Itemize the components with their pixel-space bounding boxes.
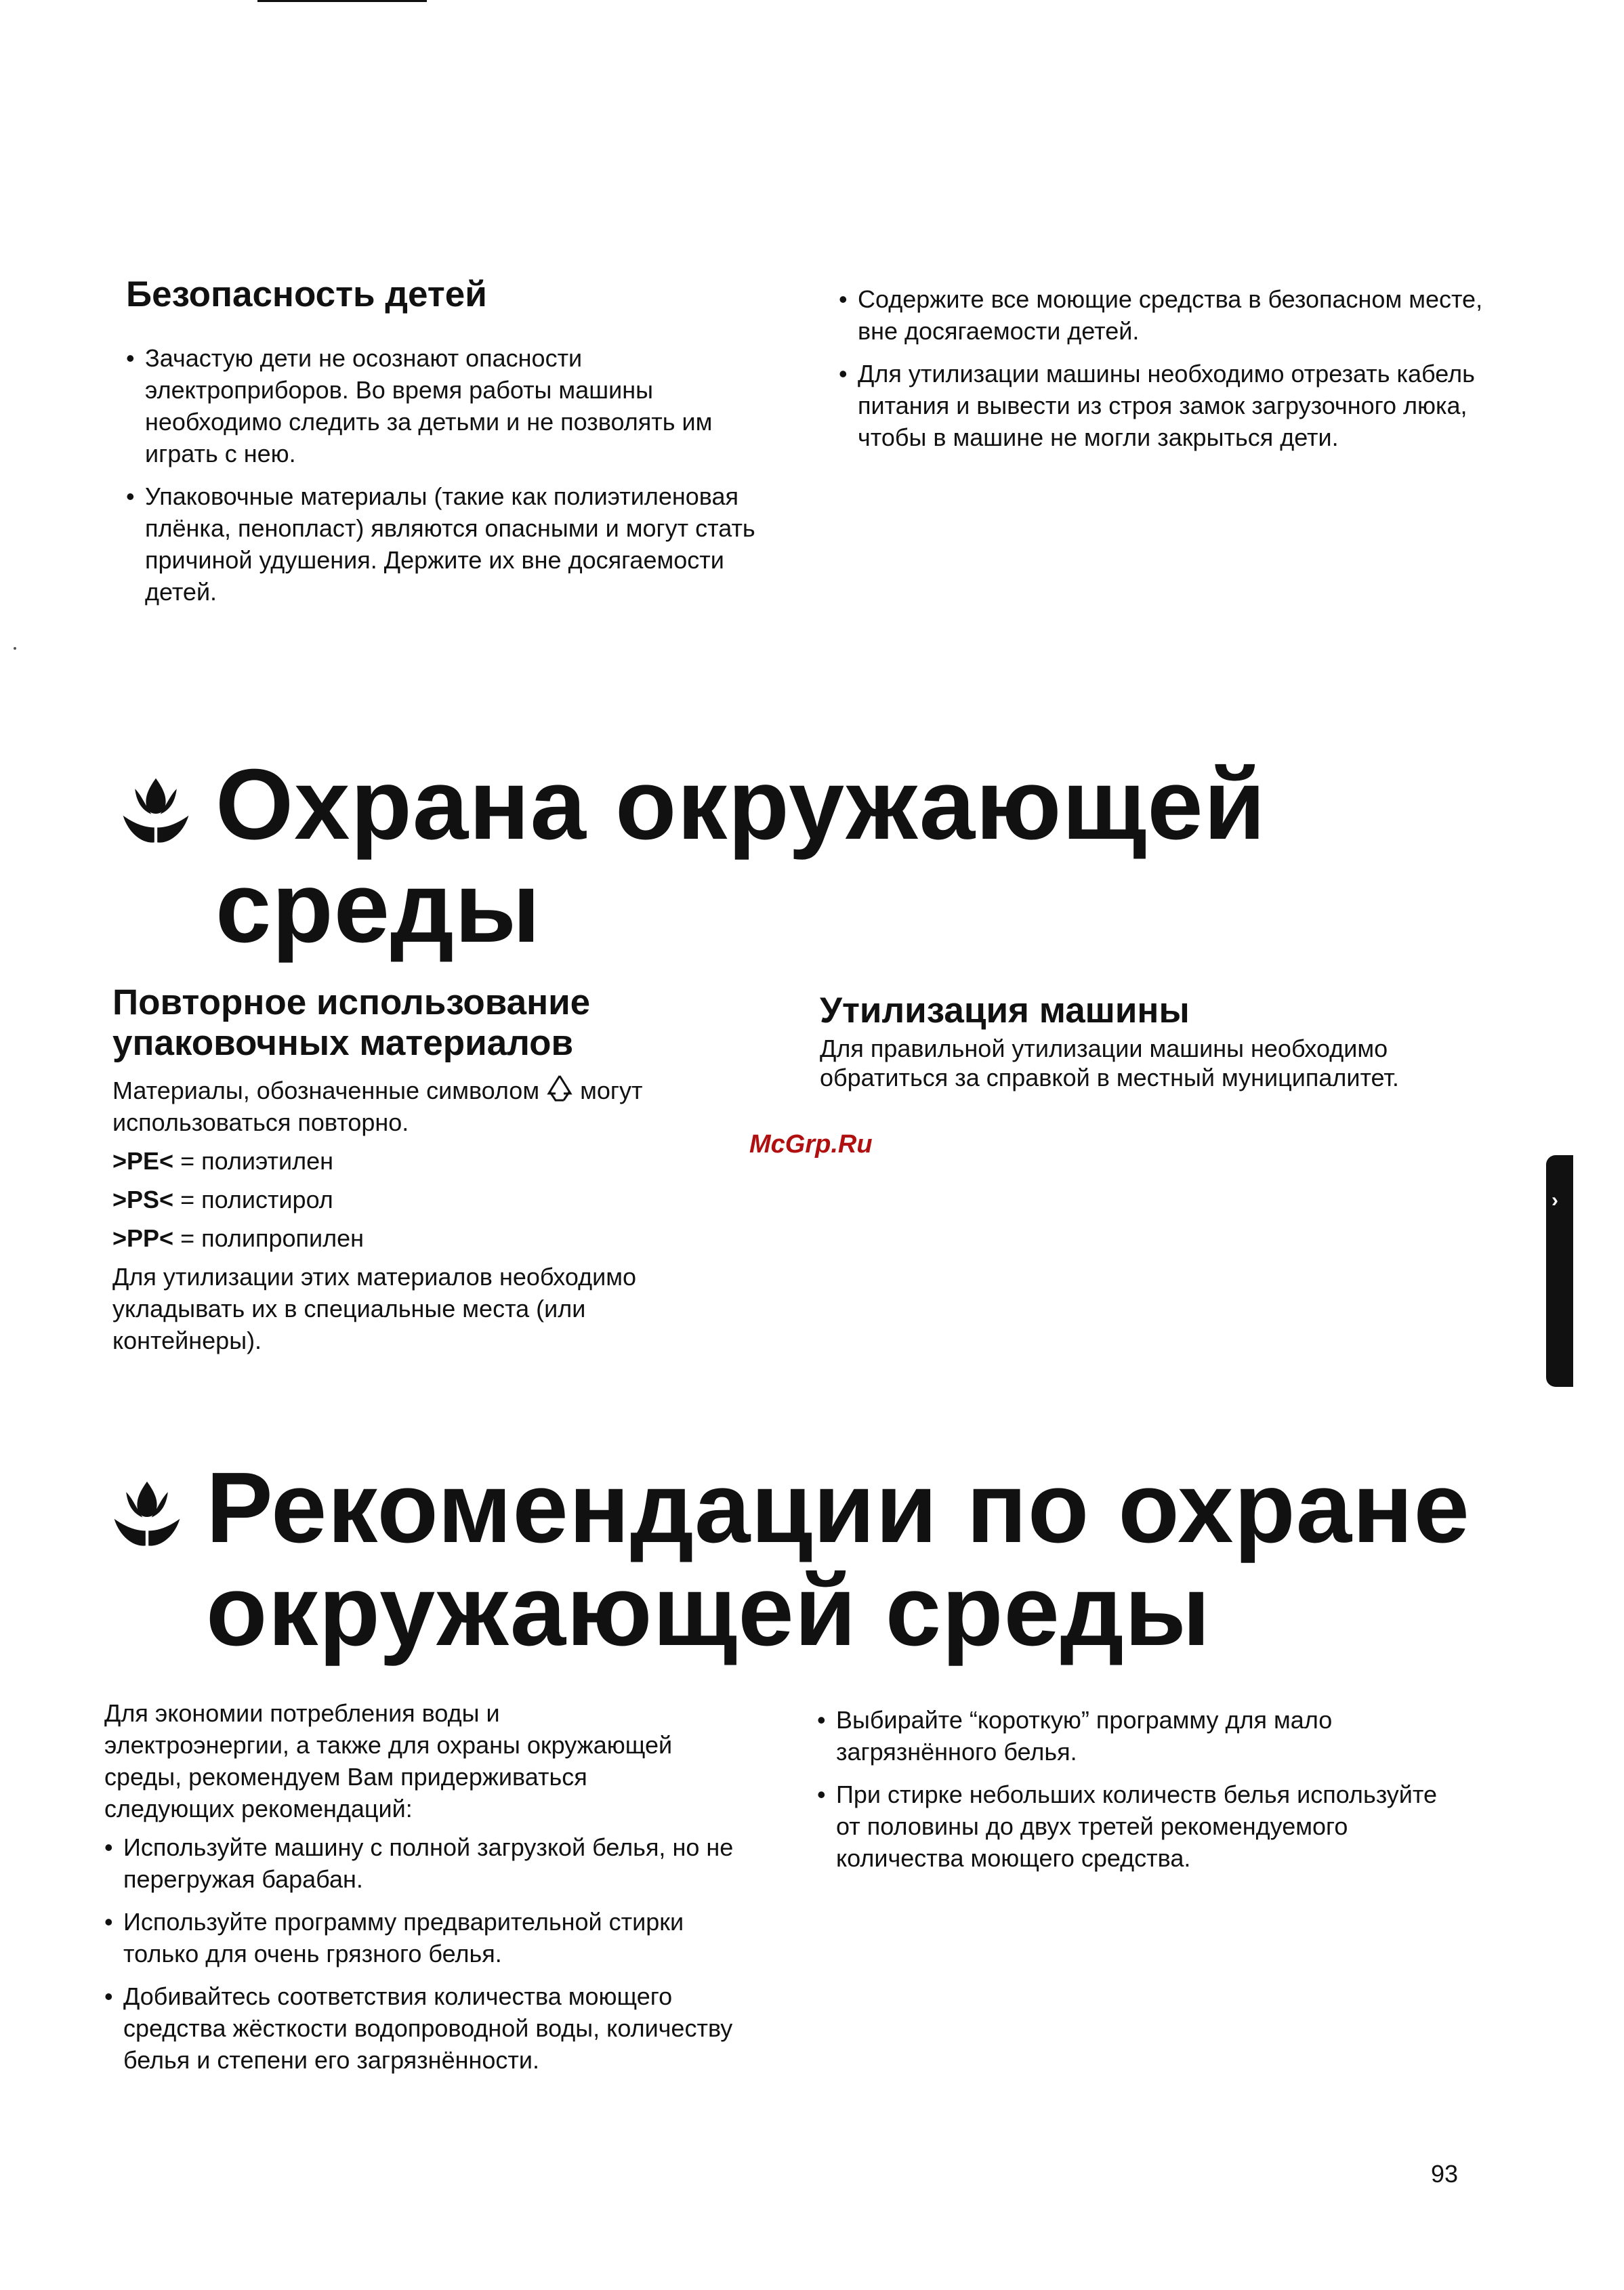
environment-title-line2: среды [215, 852, 541, 963]
recommendations-left [104, 1697, 768, 2087]
material-pe [112, 1145, 756, 1177]
flower-icon [110, 1476, 184, 1550]
material-pp [112, 1222, 756, 1254]
material-code: >PP< [112, 1224, 174, 1252]
reuse-heading-line2: упаковочных материалов [112, 1023, 574, 1063]
environment-title [215, 749, 1266, 963]
chevron-right-icon: › [1552, 1189, 1558, 1211]
child-safety-list-left [126, 342, 783, 619]
material-code: >PE< [112, 1147, 174, 1175]
environment-title-line1: Охрана окружающей [215, 749, 1266, 860]
scan-speck [14, 647, 16, 650]
machine-disposal-text: Для правильной утилизации машины необходимо обратиться за справкой в местный муниципалитет. [820, 1035, 1399, 1091]
reuse-heading-line1: Повторное использование [112, 982, 591, 1022]
reuse-section [112, 982, 756, 1356]
reuse-intro [112, 1073, 756, 1138]
recommendations-title [206, 1452, 1470, 1667]
child-safety-heading: Безопасность детей [126, 274, 487, 314]
side-tab [1546, 1155, 1573, 1387]
watermark: McGrp.Ru [749, 1130, 873, 1159]
reuse-intro-tail: могут [580, 1077, 643, 1104]
list-item: • При стирке небольших количеств белья используйте от половины до двух третей рекомендуемого количества моющего средства. [817, 1778, 1467, 1874]
recycle-icon [546, 1073, 573, 1103]
list-item: • Выбирайте “короткую” программу для мало загрязнённого белья. [817, 1704, 1467, 1768]
material-desc: = полистирол [173, 1186, 333, 1213]
recommendations-list-left [104, 1831, 755, 2076]
reuse-disposal-text: Для утилизации этих материалов необходимо укладывать их в специальные места (или контейнеры). [112, 1263, 636, 1354]
reuse-intro-line2: использоваться повторно. [112, 1108, 409, 1136]
recommendations-intro: Для экономии потребления воды и электроэнергии, а также для охраны окружающей среды, рекомендуем Вам придерживаться следующих рекомендаций: [104, 1699, 673, 1823]
child-safety-list-right [839, 283, 1489, 464]
list-item: • Используйте машину с полной загрузкой белья, но не перегружая барабан. [104, 1831, 755, 1895]
recommendations-list-right [817, 1704, 1467, 1885]
flower-icon [119, 772, 193, 847]
list-item: • Используйте программу предварительной стирки только для очень грязного белья. [104, 1906, 755, 1970]
material-code: >PS< [112, 1186, 174, 1213]
page-number: 93 [1431, 2160, 1459, 2188]
list-item: • Для утилизации машины необходимо отрезать кабель питания и вывести из строя замок загрузочного люка, чтобы в машине не могли закрыться дети. [839, 358, 1489, 453]
material-desc: = полипропилен [173, 1224, 364, 1252]
material-desc: = полиэтилен [173, 1147, 334, 1175]
list-item: • Содержите все моющие средства в безопасном месте, вне досягаемости детей. [839, 283, 1489, 347]
recommendations-title-line2: окружающей среды [206, 1555, 1211, 1667]
recommendations-title-line1: Рекомендации по охране [206, 1452, 1470, 1564]
reuse-heading [112, 982, 756, 1064]
machine-disposal-heading: Утилизация машины [820, 991, 1190, 1030]
list-item: • Зачастую дети не осознают опасности электроприборов. Во время работы машины необходимо следить за детьми и не позволять им играть с нею. [126, 342, 783, 470]
material-ps [112, 1184, 756, 1215]
list-item: • Упаковочные материалы (такие как полиэтиленовая плёнка, пенопласт) являются опасными и могут стать причиной удушения. Держите их вне досягаемости детей. [126, 480, 783, 608]
reuse-intro-text: Материалы, обозначенные символом [112, 1077, 540, 1104]
machine-disposal-section [820, 991, 1463, 1092]
list-item: • Добивайтесь соответствия количества моющего средства жёсткости водопроводной воды, количеству белья и степени его загрязнённости. [104, 1980, 755, 2076]
top-rule [257, 0, 427, 2]
